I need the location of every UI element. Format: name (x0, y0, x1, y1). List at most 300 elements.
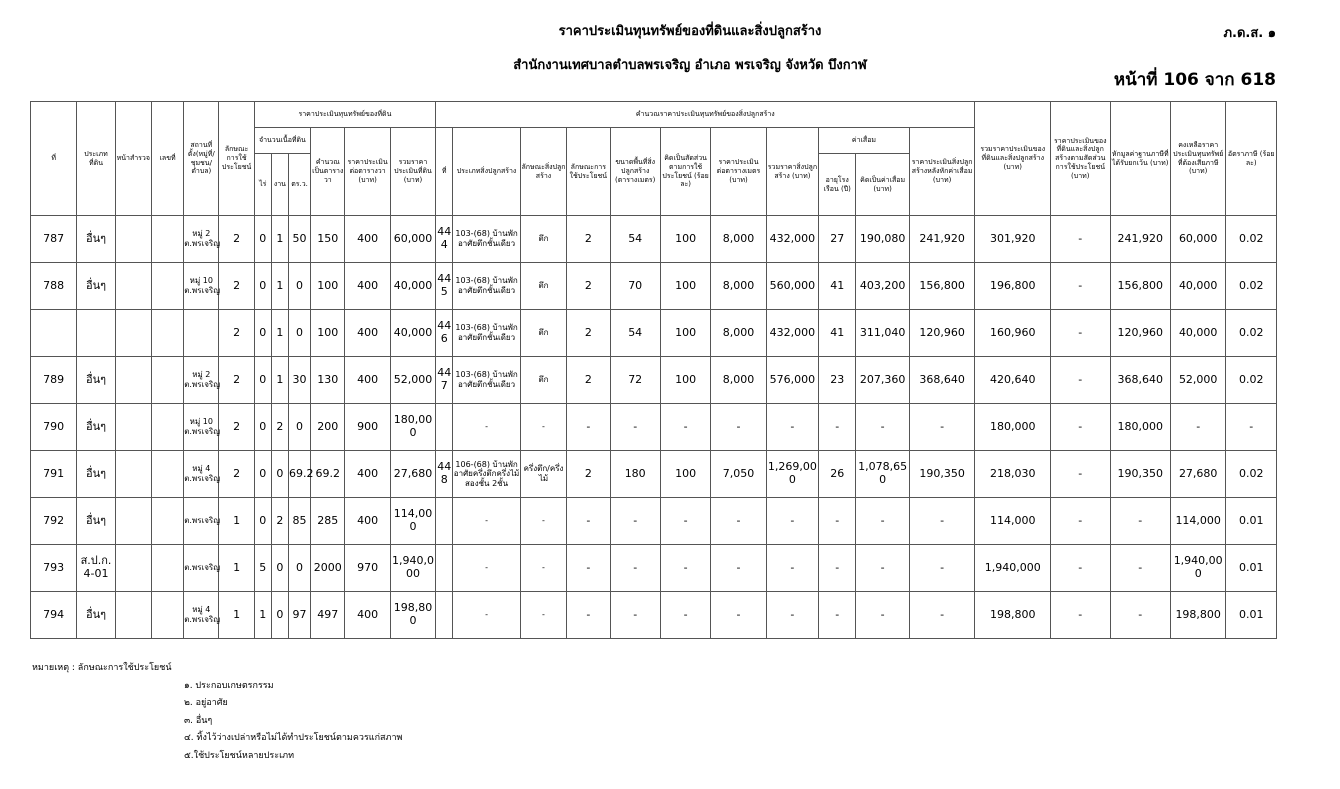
cell-no: 789 (31, 357, 77, 404)
cell-b-no: 447 (436, 357, 453, 404)
cell-b-area: - (610, 592, 660, 639)
cell-exempt: - (1110, 545, 1170, 592)
cell-b-age: - (819, 592, 856, 639)
cell-rate: 0.01 (1226, 498, 1277, 545)
cell-b-no (436, 404, 453, 451)
cell-dep: - (856, 545, 909, 592)
cell-rai: 1 (254, 592, 271, 639)
cell-location: หมู่ 4 ต.พรเจริญ (184, 451, 219, 498)
cell-taxable: 52,000 (1170, 357, 1225, 404)
cell-total-usage: - (1051, 357, 1110, 404)
cell-usage: 1 (219, 498, 254, 545)
cell-dep: - (856, 404, 909, 451)
page-number: หน้าที่ 106 จาก 618 (1113, 70, 1276, 90)
cell-b-age: 23 (819, 357, 856, 404)
cell-land-value: 60,000 (390, 216, 435, 263)
cell-b-value: - (766, 404, 818, 451)
col-exemption: หักมูลค่าฐานภาษีที่ได้รับยกเว้น (บาท) (1110, 102, 1170, 216)
cell-b-kind: ครึ่งตึก/ครึ่งไม้ (520, 451, 566, 498)
cell-b-kind: ตึก (520, 216, 566, 263)
cell-after-dep: 241,920 (909, 216, 975, 263)
cell-b-area: 180 (610, 451, 660, 498)
cell-location: หมู่ 2 ต.พรเจริญ (184, 216, 219, 263)
cell-usage: 1 (219, 545, 254, 592)
col-deed-no: เลขที่ (151, 102, 183, 216)
cell-no (31, 310, 77, 357)
cell-rai: 0 (254, 498, 271, 545)
cell-usage: 2 (219, 263, 254, 310)
cell-total: 198,800 (975, 592, 1051, 639)
cell-wa: 0 (288, 545, 310, 592)
cell-exempt: 180,000 (1110, 404, 1170, 451)
note-item: ๔. ทิ้งไว้ว่างเปล่าหรือไม่ได้ทำประโยชน์ตามควรแก่สภาพ (184, 733, 403, 743)
cell-ngan: 0 (271, 545, 288, 592)
cell-price-wa: 400 (345, 451, 390, 498)
cell-b-type: 106-(68) บ้านพักอาศัยครึ่งตึกครึ่งไม้สองชั้น 2ชั้น (453, 451, 521, 498)
cell-sqwa: 69.2 (311, 451, 345, 498)
cell-exempt: - (1110, 592, 1170, 639)
cell-no: 793 (31, 545, 77, 592)
cell-rate: 0.02 (1226, 357, 1277, 404)
cell-sqwa: 100 (311, 263, 345, 310)
cell-rai: 0 (254, 263, 271, 310)
cell-sqwa: 2000 (311, 545, 345, 592)
cell-b-price: 8,000 (711, 216, 766, 263)
table-row (31, 310, 1277, 357)
cell-deed-no (151, 498, 183, 545)
col-sqwa-total: คำนวณเป็นตารางวา (311, 128, 345, 216)
cell-b-type: - (453, 498, 521, 545)
cell-price-wa: 900 (345, 404, 390, 451)
cell-ngan: 0 (271, 451, 288, 498)
cell-b-usage: 2 (567, 357, 610, 404)
cell-total-usage: - (1051, 451, 1110, 498)
cell-b-no (436, 498, 453, 545)
notes-label: หมายเหตุ : ลักษณะการใช้ประโยชน์ (32, 663, 172, 673)
cell-b-type: - (453, 545, 521, 592)
col-wa: ตร.ว. (288, 154, 310, 216)
col-no: ที่ (31, 102, 77, 216)
col-total-by-usage: ราคาประเมินของที่ดินและสิ่งปลูกสร้างตามสัดส่วนการใช้ประโยชน์ (บาท) (1051, 102, 1110, 216)
cell-after-dep: - (909, 545, 975, 592)
cell-dep: - (856, 498, 909, 545)
cell-taxable: 114,000 (1170, 498, 1225, 545)
cell-land-type: อื่นๆ (77, 451, 115, 498)
cell-rai: 0 (254, 451, 271, 498)
cell-no: 794 (31, 592, 77, 639)
cell-b-price: - (711, 545, 766, 592)
cell-location: หมู่ 10 ต.พรเจริญ (184, 263, 219, 310)
table-row (31, 404, 1277, 451)
cell-b-usage: - (567, 404, 610, 451)
cell-wa: 69.2 (288, 451, 310, 498)
col-b-area: ขนาดพื้นที่สิ่งปลูกสร้าง (ตารางเมตร) (610, 128, 660, 216)
cell-b-price: 8,000 (711, 310, 766, 357)
cell-b-pct: - (660, 404, 710, 451)
cell-b-age: 27 (819, 216, 856, 263)
cell-after-dep: - (909, 592, 975, 639)
cell-land-type: อื่นๆ (77, 263, 115, 310)
cell-b-no: 445 (436, 263, 453, 310)
cell-rate: 0.01 (1226, 592, 1277, 639)
cell-exempt: - (1110, 498, 1170, 545)
cell-total-usage: - (1051, 545, 1110, 592)
cell-exempt: 241,920 (1110, 216, 1170, 263)
cell-b-no: 448 (436, 451, 453, 498)
table-row (31, 498, 1277, 545)
cell-b-value: - (766, 498, 818, 545)
cell-survey-page (115, 310, 151, 357)
cell-b-area: - (610, 545, 660, 592)
col-rai: ไร่ (254, 154, 271, 216)
cell-land-value: 1,940,000 (390, 545, 435, 592)
cell-after-dep: 120,960 (909, 310, 975, 357)
cell-b-kind: ตึก (520, 357, 566, 404)
cell-land-type: อื่นๆ (77, 357, 115, 404)
cell-usage: 2 (219, 404, 254, 451)
cell-dep: 207,360 (856, 357, 909, 404)
cell-land-type: อื่นๆ (77, 592, 115, 639)
cell-location: หมู่ 4 ต.พรเจริญ (184, 592, 219, 639)
cell-price-wa: 400 (345, 216, 390, 263)
cell-b-usage: - (567, 545, 610, 592)
col-b-type: ประเภทสิ่งปลูกสร้าง (453, 128, 521, 216)
cell-rate: 0.02 (1226, 451, 1277, 498)
cell-b-kind: - (520, 404, 566, 451)
cell-total: 180,000 (975, 404, 1051, 451)
cell-no: 790 (31, 404, 77, 451)
cell-land-value: 198,800 (390, 592, 435, 639)
table-row (31, 592, 1277, 639)
col-b-after-dep: ราคาประเมินสิ่งปลูกสร้างหลังหักค่าเสื่อม (บาท) (909, 128, 975, 216)
cell-land-value: 114,000 (390, 498, 435, 545)
cell-wa: 85 (288, 498, 310, 545)
cell-after-dep: 190,350 (909, 451, 975, 498)
note-item: ๓. อื่นๆ (184, 715, 213, 726)
cell-land-value: 52,000 (390, 357, 435, 404)
cell-usage: 1 (219, 592, 254, 639)
cell-total: 420,640 (975, 357, 1051, 404)
document-title: ราคาประเมินทุนทรัพย์ของที่ดินและสิ่งปลูกสร้าง (558, 24, 822, 39)
cell-location: ต.พรเจริญ (184, 545, 219, 592)
note-item: ๕.ใช้ประโยชน์หลายประเภท (184, 750, 295, 761)
cell-dep: 1,078,650 (856, 451, 909, 498)
cell-b-pct: 100 (660, 357, 710, 404)
cell-survey-page (115, 592, 151, 639)
cell-b-age: 41 (819, 310, 856, 357)
cell-total: 218,030 (975, 451, 1051, 498)
cell-b-type: - (453, 404, 521, 451)
cell-price-wa: 400 (345, 498, 390, 545)
cell-b-age: 26 (819, 451, 856, 498)
cell-no: 792 (31, 498, 77, 545)
cell-b-value: 432,000 (766, 216, 818, 263)
cell-rate: 0.01 (1226, 545, 1277, 592)
cell-ngan: 2 (271, 498, 288, 545)
cell-b-price: - (711, 592, 766, 639)
cell-wa: 0 (288, 404, 310, 451)
cell-sqwa: 150 (311, 216, 345, 263)
table-row (31, 545, 1277, 592)
cell-survey-page (115, 545, 151, 592)
col-group-land: ราคาประเมินทุนทรัพย์ของที่ดิน (254, 102, 435, 128)
cell-b-pct: 100 (660, 451, 710, 498)
cell-b-pct: - (660, 545, 710, 592)
cell-usage: 2 (219, 216, 254, 263)
cell-b-area: - (610, 404, 660, 451)
cell-ngan: 1 (271, 357, 288, 404)
cell-land-value: 40,000 (390, 263, 435, 310)
cell-b-value: - (766, 545, 818, 592)
cell-survey-page (115, 404, 151, 451)
col-b-usage: ลักษณะการใช้ประโยชน์ (567, 128, 610, 216)
cell-no: 787 (31, 216, 77, 263)
col-b-pct: คิดเป็นสัดส่วนตามการใช้ประโยชน์ (ร้อยละ) (660, 128, 710, 216)
cell-b-usage: 2 (567, 263, 610, 310)
cell-b-kind: - (520, 592, 566, 639)
cell-exempt: 120,960 (1110, 310, 1170, 357)
cell-wa: 0 (288, 263, 310, 310)
cell-survey-page (115, 263, 151, 310)
cell-b-type: 103-(68) บ้านพักอาศัยตึกชั้นเดียว (453, 216, 521, 263)
cell-rai: 0 (254, 216, 271, 263)
cell-no: 788 (31, 263, 77, 310)
col-b-value: รวมราคาสิ่งปลูกสร้าง (บาท) (766, 128, 818, 216)
cell-ngan: 1 (271, 310, 288, 357)
col-survey-page: หน้าสำรวจ (115, 102, 151, 216)
cell-taxable: 60,000 (1170, 216, 1225, 263)
cell-b-usage: - (567, 498, 610, 545)
cell-price-wa: 400 (345, 592, 390, 639)
cell-land-type (77, 310, 115, 357)
cell-usage: 2 (219, 357, 254, 404)
cell-after-dep: 368,640 (909, 357, 975, 404)
col-land-value: รวมราคาประเมินที่ดิน (บาท) (390, 128, 435, 216)
cell-b-kind: ตึก (520, 263, 566, 310)
note-item: ๑. ประกอบเกษตรกรรม (184, 680, 274, 691)
cell-taxable: 27,680 (1170, 451, 1225, 498)
col-location: สถานที่ตั้ง(หมู่ที่/ชุมชน/ตำบล) (184, 102, 219, 216)
cell-deed-no (151, 545, 183, 592)
cell-b-no (436, 545, 453, 592)
cell-sqwa: 497 (311, 592, 345, 639)
cell-deed-no (151, 451, 183, 498)
cell-total-usage: - (1051, 263, 1110, 310)
col-ngan: งาน (271, 154, 288, 216)
cell-b-age: - (819, 498, 856, 545)
cell-exempt: 368,640 (1110, 357, 1170, 404)
cell-b-pct: - (660, 498, 710, 545)
cell-price-wa: 970 (345, 545, 390, 592)
cell-usage: 2 (219, 310, 254, 357)
cell-taxable: - (1170, 404, 1225, 451)
cell-after-dep: - (909, 498, 975, 545)
cell-total-usage: - (1051, 404, 1110, 451)
cell-b-price: - (711, 498, 766, 545)
cell-b-type: 103-(68) บ้านพักอาศัยตึกชั้นเดียว (453, 310, 521, 357)
cell-price-wa: 400 (345, 357, 390, 404)
cell-survey-page (115, 498, 151, 545)
cell-deed-no (151, 357, 183, 404)
cell-price-wa: 400 (345, 263, 390, 310)
cell-total-usage: - (1051, 216, 1110, 263)
col-b-kind: ลักษณะสิ่งปลูกสร้าง (520, 128, 566, 216)
col-total: รวมราคาประเมินของที่ดินและสิ่งปลูกสร้าง (บาท) (975, 102, 1051, 216)
col-group-area: จำนวนเนื้อที่ดิน (254, 128, 310, 154)
table-row (31, 263, 1277, 310)
cell-rai: 0 (254, 404, 271, 451)
cell-land-type: อื่นๆ (77, 216, 115, 263)
cell-wa: 0 (288, 310, 310, 357)
cell-ngan: 2 (271, 404, 288, 451)
cell-total-usage: - (1051, 310, 1110, 357)
cell-b-pct: 100 (660, 216, 710, 263)
cell-b-usage: - (567, 592, 610, 639)
cell-b-value: 576,000 (766, 357, 818, 404)
cell-total: 114,000 (975, 498, 1051, 545)
cell-price-wa: 400 (345, 310, 390, 357)
cell-after-dep: - (909, 404, 975, 451)
table-row (31, 451, 1277, 498)
cell-ngan: 1 (271, 216, 288, 263)
cell-sqwa: 100 (311, 310, 345, 357)
cell-survey-page (115, 357, 151, 404)
table-row (31, 216, 1277, 263)
cell-taxable: 40,000 (1170, 310, 1225, 357)
note-item: ๒. อยู่อาศัย (184, 698, 228, 708)
table-row (31, 357, 1277, 404)
cell-ngan: 0 (271, 592, 288, 639)
cell-b-type: 103-(68) บ้านพักอาศัยตึกชั้นเดียว (453, 263, 521, 310)
cell-b-price: 8,000 (711, 357, 766, 404)
cell-b-value: 1,269,000 (766, 451, 818, 498)
cell-b-kind: - (520, 545, 566, 592)
cell-sqwa: 285 (311, 498, 345, 545)
col-b-no: ที่ (436, 128, 453, 216)
col-group-depreciation: ค่าเสื่อม (819, 128, 910, 154)
cell-b-price: - (711, 404, 766, 451)
col-land-type: ประเภทที่ดิน (77, 102, 115, 216)
col-price-per-wa: ราคาประเมินต่อตารางวา (บาท) (345, 128, 390, 216)
cell-b-value: 432,000 (766, 310, 818, 357)
cell-dep: 311,040 (856, 310, 909, 357)
col-usage: ลักษณะการใช้ประโยชน์ (219, 102, 254, 216)
col-b-price-sqm: ราคาประเมินต่อตารางเมตร (บาท) (711, 128, 766, 216)
col-group-building: คำนวณราคาประเมินทุนทรัพย์ของสิ่งปลูกสร้าง (436, 102, 975, 128)
cell-b-area: 72 (610, 357, 660, 404)
cell-total-usage: - (1051, 498, 1110, 545)
cell-survey-page (115, 216, 151, 263)
cell-b-no: 444 (436, 216, 453, 263)
cell-deed-no (151, 404, 183, 451)
col-dep-value: คิดเป็นค่าเสื่อม (บาท) (856, 154, 909, 216)
cell-taxable: 1,940,000 (1170, 545, 1225, 592)
cell-b-age: - (819, 545, 856, 592)
cell-total: 301,920 (975, 216, 1051, 263)
cell-b-value: - (766, 592, 818, 639)
cell-b-area: 54 (610, 310, 660, 357)
cell-total: 160,960 (975, 310, 1051, 357)
cell-rate: 0.02 (1226, 216, 1277, 263)
cell-b-pct: - (660, 592, 710, 639)
cell-b-no: 446 (436, 310, 453, 357)
cell-location: หมู่ 2 ต.พรเจริญ (184, 357, 219, 404)
cell-b-kind: - (520, 498, 566, 545)
cell-deed-no (151, 216, 183, 263)
cell-b-price: 7,050 (711, 451, 766, 498)
cell-exempt: 190,350 (1110, 451, 1170, 498)
col-b-age: อายุโรงเรือน (ปี) (819, 154, 856, 216)
cell-wa: 97 (288, 592, 310, 639)
cell-location (184, 310, 219, 357)
cell-b-area: - (610, 498, 660, 545)
cell-land-type: ส.ป.ก. 4-01 (77, 545, 115, 592)
cell-wa: 50 (288, 216, 310, 263)
cell-b-age: - (819, 404, 856, 451)
cell-total-usage: - (1051, 592, 1110, 639)
cell-rai: 0 (254, 357, 271, 404)
cell-b-type: 103-(68) บ้านพักอาศัยตึกชั้นเดียว (453, 357, 521, 404)
col-rate: อัตราภาษี (ร้อยละ) (1226, 102, 1277, 216)
cell-deed-no (151, 263, 183, 310)
cell-b-usage: 2 (567, 216, 610, 263)
cell-location: หมู่ 10 ต.พรเจริญ (184, 404, 219, 451)
cell-b-pct: 100 (660, 263, 710, 310)
cell-dep: 190,080 (856, 216, 909, 263)
cell-rate: - (1226, 404, 1277, 451)
cell-survey-page (115, 451, 151, 498)
form-code: ภ.ด.ส. ๑ (1223, 26, 1276, 41)
cell-b-area: 70 (610, 263, 660, 310)
cell-b-age: 41 (819, 263, 856, 310)
cell-b-usage: 2 (567, 310, 610, 357)
cell-exempt: 156,800 (1110, 263, 1170, 310)
cell-ngan: 1 (271, 263, 288, 310)
cell-no: 791 (31, 451, 77, 498)
cell-sqwa: 200 (311, 404, 345, 451)
office-name: สำนักงานเทศบาลตำบลพรเจริญ อำเภอ พรเจริญ จังหวัด บึงกาฬ (513, 58, 867, 73)
cell-b-no (436, 592, 453, 639)
cell-b-kind: ตึก (520, 310, 566, 357)
cell-b-usage: 2 (567, 451, 610, 498)
cell-b-pct: 100 (660, 310, 710, 357)
col-taxable: คงเหลือราคาประเมินทุนทรัพย์ที่ต้องเสียภาษี (บาท) (1170, 102, 1225, 216)
cell-b-price: 8,000 (711, 263, 766, 310)
cell-after-dep: 156,800 (909, 263, 975, 310)
cell-rai: 5 (254, 545, 271, 592)
cell-rai: 0 (254, 310, 271, 357)
cell-land-value: 180,000 (390, 404, 435, 451)
cell-usage: 2 (219, 451, 254, 498)
cell-dep: 403,200 (856, 263, 909, 310)
cell-b-value: 560,000 (766, 263, 818, 310)
cell-taxable: 198,800 (1170, 592, 1225, 639)
cell-taxable: 40,000 (1170, 263, 1225, 310)
cell-land-value: 40,000 (390, 310, 435, 357)
cell-sqwa: 130 (311, 357, 345, 404)
notes (32, 660, 402, 765)
cell-deed-no (151, 310, 183, 357)
cell-rate: 0.02 (1226, 310, 1277, 357)
cell-dep: - (856, 592, 909, 639)
cell-land-type: อื่นๆ (77, 404, 115, 451)
cell-wa: 30 (288, 357, 310, 404)
cell-rate: 0.02 (1226, 263, 1277, 310)
cell-total: 1,940,000 (975, 545, 1051, 592)
cell-deed-no (151, 592, 183, 639)
cell-b-area: 54 (610, 216, 660, 263)
cell-land-type: อื่นๆ (77, 498, 115, 545)
